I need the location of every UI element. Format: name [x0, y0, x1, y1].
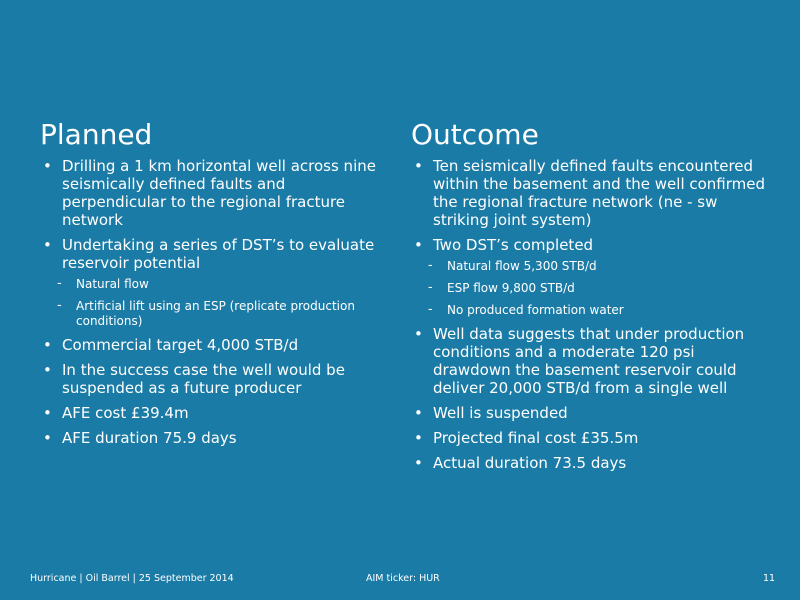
planned-sub-bullet: - Natural flow — [40, 277, 385, 292]
outcome-bullet-text: Two DST’s completed — [433, 236, 594, 254]
outcome-bullet — [411, 325, 771, 397]
outcome-bullet-list — [411, 157, 771, 472]
outcome-bullet-text: Actual duration 73.5 days — [433, 454, 627, 472]
outcome-sub-bullet: - Natural flow 5,300 STB/d — [411, 259, 771, 274]
planned-bullet-text: AFE duration 75.9 days — [62, 429, 237, 447]
outcome-bullet — [411, 157, 771, 229]
planned-bullet — [40, 236, 385, 329]
planned-heading: Planned — [40, 118, 153, 151]
planned-bullet — [40, 361, 385, 397]
outcome-bullet — [411, 404, 771, 422]
outcome-column — [411, 117, 771, 479]
outcome-bullet — [411, 236, 771, 318]
planned-bullet-list — [40, 157, 385, 447]
planned-bullet-text: In the success case the well would be suspended as a future producer — [62, 361, 345, 397]
outcome-sub-list — [411, 259, 771, 318]
planned-bullet — [40, 336, 385, 354]
outcome-bullet-text: Well is suspended — [433, 404, 568, 422]
outcome-heading: Outcome — [411, 118, 539, 151]
outcome-bullet — [411, 454, 771, 472]
planned-bullet-text: AFE cost £39.4m — [62, 404, 189, 422]
page-number: 11 — [763, 573, 776, 584]
outcome-sub-bullet: - ESP flow 9,800 STB/d — [411, 281, 771, 296]
outcome-bullet — [411, 429, 771, 447]
outcome-sub-bullet: - No produced formation water — [411, 303, 771, 318]
outcome-bullet-text: Ten seismically defined faults encountered within the basement and the well confirmed the regional fracture network (ne - sw striking joint system) — [433, 157, 766, 229]
planned-bullet — [40, 157, 385, 229]
planned-bullet — [40, 429, 385, 447]
planned-column — [40, 117, 385, 454]
planned-sub-bullet: - Artificial lift using an ESP (replicate production conditions) — [40, 299, 385, 329]
footer-credits: Hurricane | Oil Barrel | 25 September 2014 — [30, 573, 234, 584]
planned-bullet-text: Drilling a 1 km horizontal well across nine seismically defined faults and perpendicular to the regional fracture network — [62, 157, 376, 229]
planned-bullet-text: Undertaking a series of DST’s to evaluate reservoir potential — [62, 236, 375, 272]
outcome-bullet-text: Projected final cost £35.5m — [433, 429, 639, 447]
planned-sub-list — [40, 277, 385, 329]
planned-bullet-text: Commercial target 4,000 STB/d — [62, 336, 299, 354]
footer-ticker: AIM ticker: HUR — [366, 573, 440, 584]
planned-bullet — [40, 404, 385, 422]
outcome-bullet-text: Well data suggests that under production conditions and a moderate 120 psi drawdown the basement reservoir could deliver 20,000 STB/d from a single well — [433, 325, 745, 397]
